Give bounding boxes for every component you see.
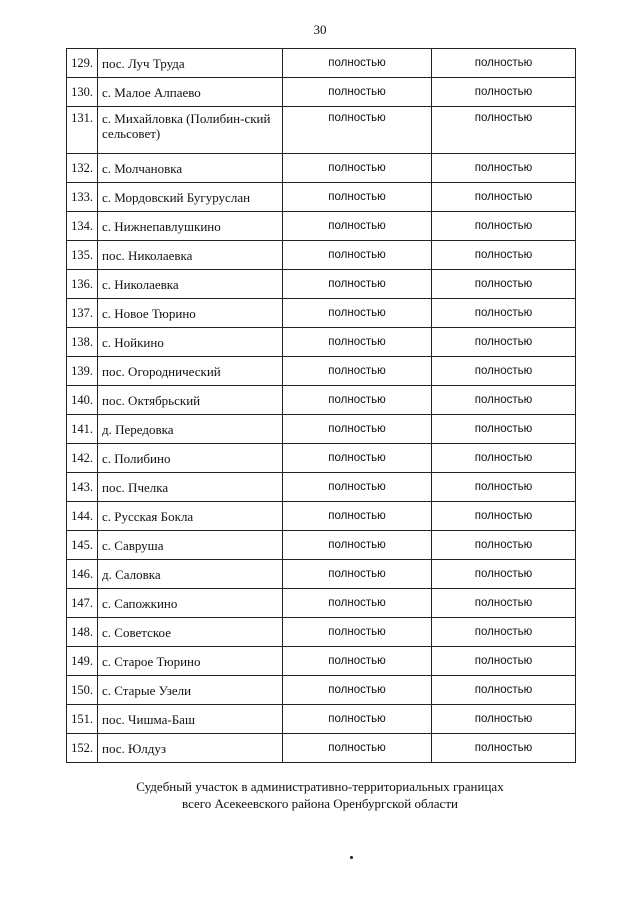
table-row (67, 589, 576, 618)
coverage-cell-a: полностью (283, 473, 432, 502)
table-row (67, 618, 576, 647)
coverage-cell-b: полностью (432, 270, 576, 299)
coverage-cell-a: полностью (283, 183, 432, 212)
coverage-cell-a: полностью (283, 531, 432, 560)
row-number-cell: 141. (67, 415, 98, 444)
coverage-cell-b: полностью (432, 444, 576, 473)
row-number-cell: 148. (67, 618, 98, 647)
settlement-name-cell: пос. Юлдуз (98, 734, 283, 763)
row-number-cell: 151. (67, 705, 98, 734)
settlement-name-cell: пос. Пчелка (98, 473, 283, 502)
settlement-name-cell: с. Русская Бокла (98, 502, 283, 531)
coverage-cell-b: полностью (432, 676, 576, 705)
stray-dot-mark (350, 856, 353, 859)
row-number-cell: 147. (67, 589, 98, 618)
coverage-cell-b: полностью (432, 647, 576, 676)
coverage-cell-a: полностью (283, 444, 432, 473)
coverage-cell-a: полностью (283, 415, 432, 444)
row-number-cell: 142. (67, 444, 98, 473)
coverage-cell-b: полностью (432, 299, 576, 328)
coverage-cell-a: полностью (283, 676, 432, 705)
coverage-cell-a: полностью (283, 647, 432, 676)
footer-line-1: Судебный участок в административно-территориальных границах (136, 779, 504, 794)
row-number-cell: 139. (67, 357, 98, 386)
settlements-table (66, 48, 576, 763)
coverage-cell-b: полностью (432, 473, 576, 502)
table-row (67, 531, 576, 560)
row-number-cell: 129. (67, 49, 98, 78)
settlement-name-cell: с. Сапожкино (98, 589, 283, 618)
table-row (67, 299, 576, 328)
coverage-cell-a: полностью (283, 212, 432, 241)
row-number-cell: 136. (67, 270, 98, 299)
settlement-name-cell: пос. Чишма-Баш (98, 705, 283, 734)
coverage-cell-a: полностью (283, 705, 432, 734)
settlement-name-cell: с. Молчановка (98, 154, 283, 183)
coverage-cell-b: полностью (432, 589, 576, 618)
coverage-cell-a: полностью (283, 357, 432, 386)
settlement-name-cell: д. Передовка (98, 415, 283, 444)
row-number-cell: 143. (67, 473, 98, 502)
table-row (67, 107, 576, 154)
coverage-cell-b: полностью (432, 415, 576, 444)
row-number-cell: 149. (67, 647, 98, 676)
table-row (67, 183, 576, 212)
row-number-cell: 134. (67, 212, 98, 241)
row-number-cell: 145. (67, 531, 98, 560)
settlement-name-cell: с. Савруша (98, 531, 283, 560)
table-row (67, 705, 576, 734)
coverage-cell-b: полностью (432, 241, 576, 270)
coverage-cell-a: полностью (283, 241, 432, 270)
row-number-cell: 138. (67, 328, 98, 357)
row-number-cell: 130. (67, 78, 98, 107)
settlement-name-cell: с. Нойкино (98, 328, 283, 357)
row-number-cell: 150. (67, 676, 98, 705)
table-row (67, 473, 576, 502)
coverage-cell-b: полностью (432, 49, 576, 78)
row-number-cell: 132. (67, 154, 98, 183)
settlement-name-cell: с. Михайловка (Полибин-ский сельсовет) (98, 107, 283, 154)
settlement-name-cell: пос. Луч Труда (98, 49, 283, 78)
settlement-name-cell: пос. Николаевка (98, 241, 283, 270)
row-number-cell: 133. (67, 183, 98, 212)
settlement-name-cell: пос. Огороднический (98, 357, 283, 386)
table-row (67, 734, 576, 763)
table-row (67, 49, 576, 78)
table-body (67, 49, 576, 763)
coverage-cell-a: полностью (283, 560, 432, 589)
coverage-cell-a: полностью (283, 78, 432, 107)
footer-caption (0, 778, 640, 812)
settlement-name-cell: с. Николаевка (98, 270, 283, 299)
coverage-cell-b: полностью (432, 212, 576, 241)
settlement-name-cell: с. Нижнепавлушкино (98, 212, 283, 241)
coverage-cell-b: полностью (432, 386, 576, 415)
row-number-cell: 140. (67, 386, 98, 415)
table-row (67, 647, 576, 676)
coverage-cell-b: полностью (432, 357, 576, 386)
table-row (67, 502, 576, 531)
coverage-cell-b: полностью (432, 560, 576, 589)
table-row (67, 444, 576, 473)
coverage-cell-a: полностью (283, 154, 432, 183)
coverage-cell-b: полностью (432, 734, 576, 763)
coverage-cell-b: полностью (432, 107, 576, 154)
coverage-cell-b: полностью (432, 78, 576, 107)
coverage-cell-b: полностью (432, 183, 576, 212)
table-row (67, 328, 576, 357)
table-row (67, 386, 576, 415)
coverage-cell-a: полностью (283, 734, 432, 763)
settlement-name-cell: с. Советское (98, 618, 283, 647)
table-row (67, 560, 576, 589)
settlement-name-cell: с. Полибино (98, 444, 283, 473)
table-row (67, 212, 576, 241)
coverage-cell-b: полностью (432, 705, 576, 734)
coverage-cell-b: полностью (432, 502, 576, 531)
table-row (67, 154, 576, 183)
coverage-cell-b: полностью (432, 618, 576, 647)
table-row (67, 357, 576, 386)
table-row (67, 241, 576, 270)
settlement-name-cell: с. Малое Алпаево (98, 78, 283, 107)
coverage-cell-a: полностью (283, 49, 432, 78)
coverage-cell-b: полностью (432, 531, 576, 560)
coverage-cell-a: полностью (283, 618, 432, 647)
coverage-cell-a: полностью (283, 107, 432, 154)
coverage-cell-a: полностью (283, 299, 432, 328)
row-number-cell: 135. (67, 241, 98, 270)
coverage-cell-a: полностью (283, 502, 432, 531)
table-row (67, 676, 576, 705)
footer-line-2: всего Асекеевского района Оренбургской области (182, 796, 458, 811)
row-number-cell: 146. (67, 560, 98, 589)
table-row (67, 270, 576, 299)
settlement-name-cell: с. Новое Тюрино (98, 299, 283, 328)
table-row (67, 78, 576, 107)
coverage-cell-a: полностью (283, 328, 432, 357)
coverage-cell-b: полностью (432, 328, 576, 357)
settlement-name-cell: д. Саловка (98, 560, 283, 589)
coverage-cell-a: полностью (283, 386, 432, 415)
row-number-cell: 131. (67, 107, 98, 154)
coverage-cell-a: полностью (283, 589, 432, 618)
settlement-name-cell: с. Мордовский Бугуруслан (98, 183, 283, 212)
coverage-cell-a: полностью (283, 270, 432, 299)
page-number: 30 (313, 22, 327, 37)
row-number-cell: 152. (67, 734, 98, 763)
settlement-name-cell: с. Старые Узели (98, 676, 283, 705)
settlement-name-cell: пос. Октябрьский (98, 386, 283, 415)
settlement-name-cell: с. Старое Тюрино (98, 647, 283, 676)
coverage-cell-b: полностью (432, 154, 576, 183)
row-number-cell: 137. (67, 299, 98, 328)
table-row (67, 415, 576, 444)
row-number-cell: 144. (67, 502, 98, 531)
